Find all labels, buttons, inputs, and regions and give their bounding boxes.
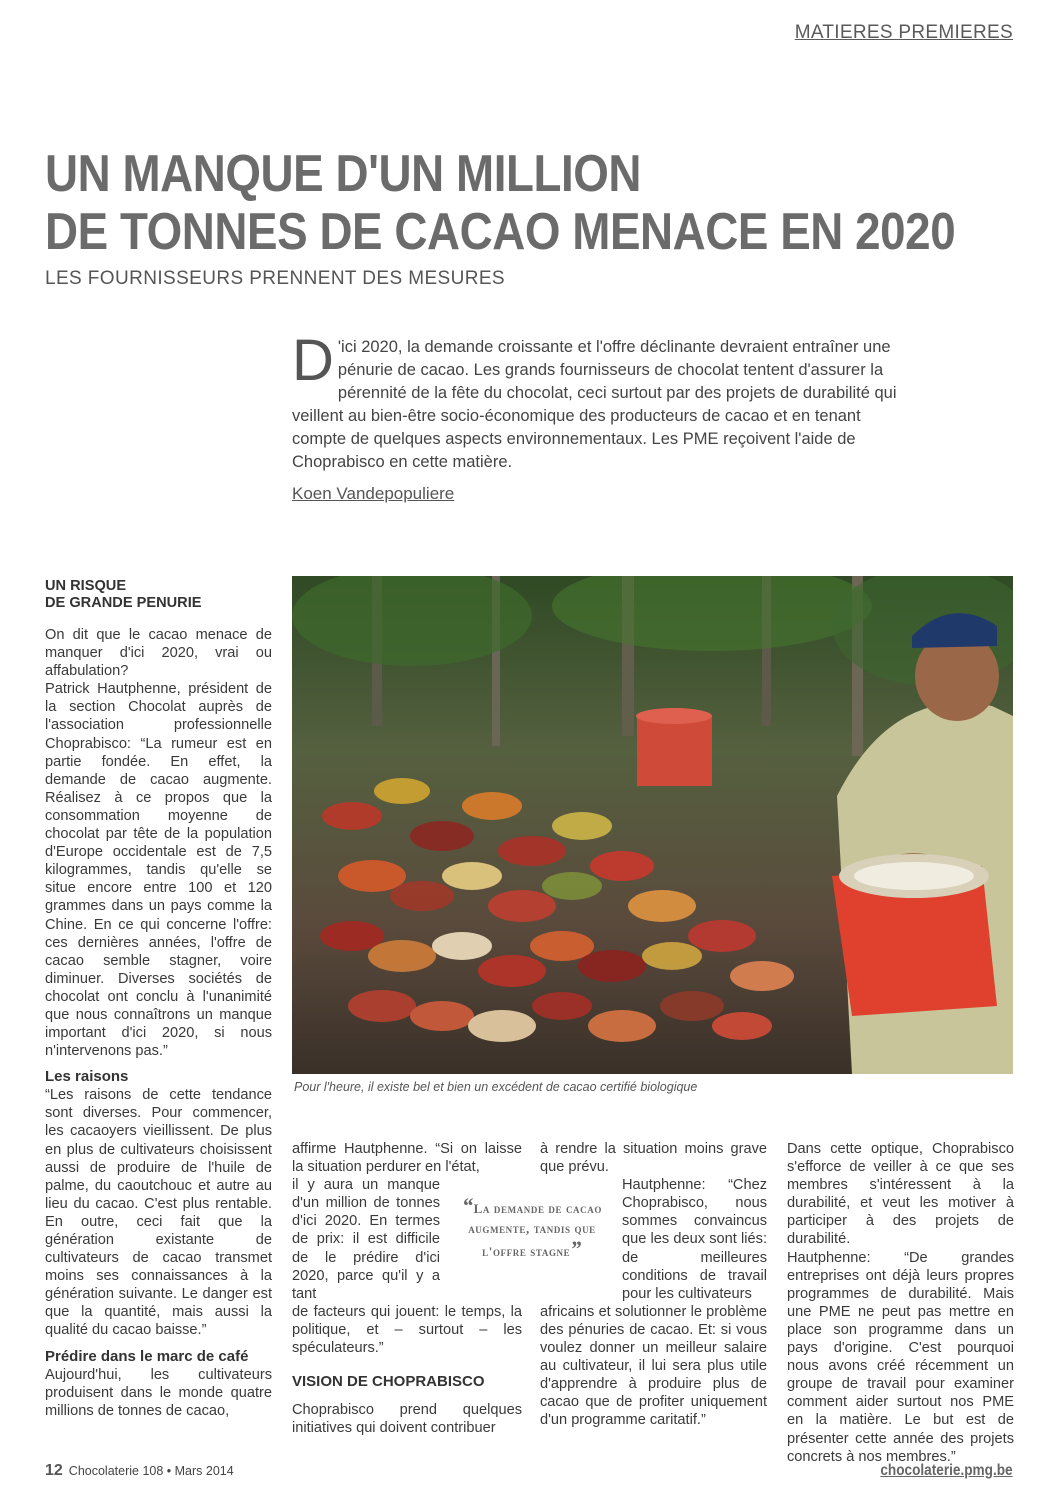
paragraph: de facteurs qui jouent: le temps, la politique, et – surtout – les spéculateurs.”: [292, 1303, 522, 1357]
article-title: [45, 145, 955, 261]
author-link[interactable]: Koen Vandepopuliere: [292, 484, 455, 503]
intro-text: 'ici 2020, la demande croissante et l'offre déclinante devraient entraîner une pénurie de cacao. Les grands fournisseurs de chocolat tentent d'assurer la pérennité de la fête du chocolat, ceci surtout par des projets de durabilité qui veillent au bien-être socio-économique des producteurs de cacao et en tenant compte de quelques aspects environnementaux. Les PME reçoivent l'aide de Choprabisco en cette matière.: [292, 338, 897, 471]
column-1: [45, 578, 272, 1420]
column-3: [540, 1140, 767, 1430]
photo-caption: Pour l'heure, il existe bel et bien un excédent de cacao certifié biologique: [294, 1080, 698, 1094]
subheading-predict: Prédire dans le marc de café: [45, 1347, 249, 1365]
quote-close: ”: [570, 1236, 582, 1261]
cocoa-harvest-image: [292, 576, 1013, 1074]
quote-text: La demande de cacao augmente, tandis que l'offre stagne: [468, 1201, 602, 1259]
article-subtitle: LES FOURNISSEURS PRENNENT DES MESURES: [45, 268, 505, 289]
article-photo: [292, 576, 1013, 1074]
column-2: [292, 1140, 522, 1437]
paragraph: Choprabisco prend quelques initiatives qui doivent contribuer: [292, 1402, 522, 1437]
footer-issue: [45, 1462, 234, 1480]
intro-dropcap: D: [292, 328, 334, 393]
subheading-reasons: Les raisons: [45, 1068, 129, 1086]
website-link[interactable]: chocolaterie.pmg.be: [880, 1462, 1013, 1479]
paragraph: Aujourd'hui, les cultivateurs produisent dans le monde quatre millions de tonnes de cacao,: [45, 1366, 272, 1419]
page-number: 12: [45, 1462, 63, 1479]
section-tag: MATIERES PREMIERES: [794, 22, 1013, 43]
paragraph: affirme Hautphenne. “Si on laisse la situation perdurer en l'état,: [292, 1141, 522, 1176]
subheading-vision: VISION DE CHOPRABISCO: [292, 1373, 485, 1391]
paragraph: africains et solutionner le problème des pénuries de cacao. Et: si vous voulez donner un meilleur salaire au cultivateur, il lui sera plus utile d'apprendre à produire plus de cacao que de profiter uniquement d'un programme caritatif.”: [540, 1303, 767, 1429]
section-heading-risk: [45, 578, 272, 612]
paragraph: Patrick Hautphenne, président de la section Chocolat auprès de l'association professionnelle Choprabisco: “La rumeur est en partie fondée. En effet, la demande de cacao augmente. Réalisez à ce propos que la consommation moyenne de chocolat par tête de la population d'Europe occidentale est de 7,5 kilogrammes, tandis qu'elle se situe encore entre 100 et 120 grammes dans un pays comme la Chine. En ce qui concerne l'offre: ces dernières années, l'offre de cacao semble stagner, voire diminuer. Diverses sociétés de chocolat ont conclu à l'unanimité que nous connaîtrons un manque important d'ici 2020, si nous n'intervenons pas.”: [45, 681, 272, 1060]
column-4: [787, 1140, 1014, 1466]
article-intro: [292, 328, 912, 474]
quote-open: “: [462, 1193, 474, 1218]
paragraph: à rendre la situation moins grave que prévu.: [540, 1141, 767, 1176]
paragraph: Hautphenne: “De grandes entreprises ont déjà leurs propres programmes de durabilité. Mais une PME ne peut pas mettre en place son programme dans un pays d'origine. C'est pourquoi nous avons créé récemment un groupe de travail pour examiner comment aider surtout nos PME en la matière. Le but est de présenter cette année des projets concrets à nos membres.”: [787, 1249, 1014, 1465]
title-line-2: DE TONNES DE CACAO MENACE EN 2020: [45, 203, 956, 261]
paragraph-indented: Hautphenne: “Chez Choprabisco, nous sommes convaincus que les deux sont liés: de meilleures conditions de travail pour les cultivateurs: [622, 1177, 767, 1302]
heading-line: UN RISQUE: [45, 578, 127, 594]
paragraph-narrow: il y aura un manque d'un million de tonnes d'ici 2020. En termes de prix: il est difficile de le prédire d'ici 2020, parce qu'il y a tant: [292, 1177, 440, 1302]
heading-line: DE GRANDE PENURIE: [45, 595, 202, 611]
title-line-1: UN MANQUE D'UN MILLION: [45, 145, 642, 203]
paragraph: Dans cette optique, Choprabisco s'efforce de veiller à ce que ses membres s'intéressent à la durabilité, et veut les motiver à participer à des projets de durabilité.: [787, 1141, 1014, 1248]
paragraph: “Les raisons de cette tendance sont diverses. Pour commencer, les cacaoyers vieillissent. De plus en plus de cultivateurs choisissent aussi de produire de l'huile de palme, du caoutchouc et autre au lieu du cacao. C'est plus rentable. En outre, ceci fait que la génération existante de cultivateurs de cacao transmet moins ses connaissances à la génération suivante. Le danger est que la quantité, mais aussi la qualité du cacao baisse.”: [45, 1087, 272, 1339]
issue-info: Chocolaterie 108 • Mars 2014: [68, 1464, 234, 1478]
paragraph: On dit que le cacao menace de manquer d'ici 2020, vrai ou affabulation?: [45, 627, 272, 680]
